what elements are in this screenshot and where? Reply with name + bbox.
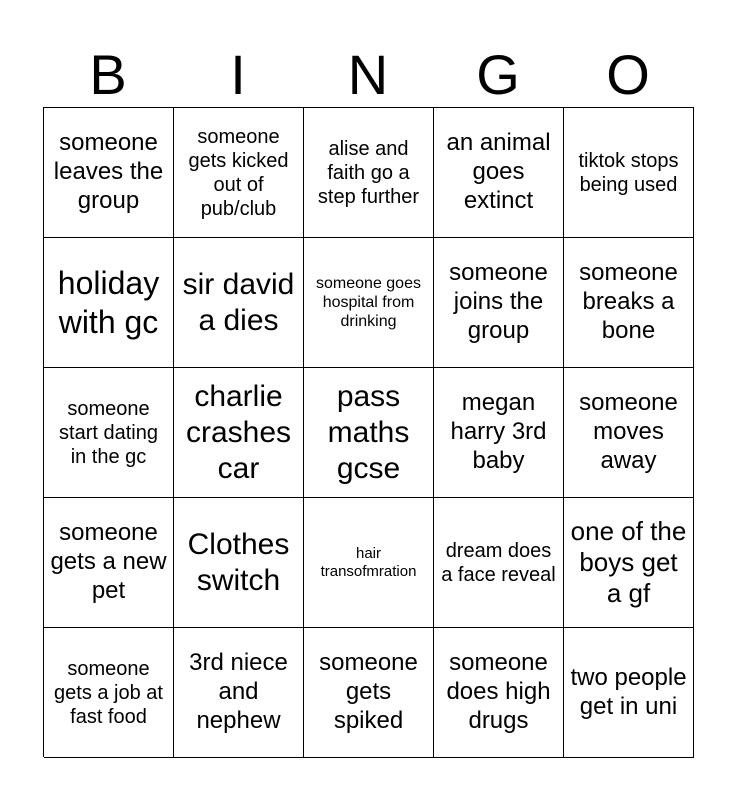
header-letter-g: G bbox=[476, 43, 520, 106]
bingo-cell[interactable] bbox=[44, 498, 174, 628]
cell-text: someone gets kicked out of pub/club bbox=[188, 125, 289, 220]
bingo-cell[interactable] bbox=[304, 628, 434, 758]
bingo-cell[interactable] bbox=[44, 628, 174, 758]
cell-text: tiktok stops being used bbox=[578, 149, 679, 196]
bingo-board bbox=[43, 107, 694, 757]
cell-text: holiday with gc bbox=[57, 265, 160, 340]
bingo-cell[interactable] bbox=[174, 498, 304, 628]
bingo-cell[interactable] bbox=[174, 238, 304, 368]
header-letter-i: I bbox=[230, 43, 246, 106]
cell-text: someone gets spiked bbox=[319, 649, 418, 734]
bingo-cell[interactable] bbox=[44, 108, 174, 238]
bingo-header bbox=[43, 44, 693, 106]
bingo-cell[interactable] bbox=[174, 368, 304, 498]
bingo-cell[interactable] bbox=[174, 108, 304, 238]
cell-text: someone moves away bbox=[579, 389, 678, 474]
bingo-cell[interactable] bbox=[434, 628, 564, 758]
cell-text: someone does high drugs bbox=[446, 649, 551, 734]
cell-text: hair transofmration bbox=[320, 544, 417, 580]
cell-text: 3rd niece and nephew bbox=[189, 649, 288, 734]
bingo-cell[interactable] bbox=[304, 238, 434, 368]
cell-text: megan harry 3rd baby bbox=[450, 389, 547, 474]
cell-text: one of the boys get a gf bbox=[570, 515, 687, 609]
bingo-cell[interactable] bbox=[304, 368, 434, 498]
cell-text: someone goes hospital from drinking bbox=[316, 274, 421, 331]
bingo-cell[interactable] bbox=[434, 238, 564, 368]
bingo-cell[interactable] bbox=[44, 238, 174, 368]
cell-text: someone breaks a bone bbox=[579, 259, 678, 344]
bingo-cell[interactable] bbox=[44, 368, 174, 498]
bingo-cell[interactable] bbox=[564, 238, 694, 368]
bingo-cell[interactable] bbox=[304, 108, 434, 238]
bingo-cell[interactable] bbox=[434, 368, 564, 498]
bingo-cell[interactable] bbox=[564, 108, 694, 238]
header-letter-b: B bbox=[89, 43, 127, 106]
bingo-cell[interactable] bbox=[434, 498, 564, 628]
cell-text: dream does a face reveal bbox=[441, 539, 556, 586]
cell-text: charlie crashes car bbox=[185, 379, 292, 485]
bingo-cell[interactable] bbox=[564, 498, 694, 628]
cell-text: sir david a dies bbox=[182, 267, 295, 337]
cell-text: someone gets a job at fast food bbox=[54, 657, 163, 728]
cell-text: alise and faith go a step further bbox=[317, 137, 420, 208]
bingo-cell[interactable] bbox=[564, 368, 694, 498]
bingo-cell[interactable] bbox=[174, 628, 304, 758]
cell-text: someone joins the group bbox=[449, 259, 548, 344]
cell-text: someone gets a new pet bbox=[50, 519, 167, 604]
header-letter-n: N bbox=[347, 43, 389, 106]
bingo-cell[interactable] bbox=[564, 628, 694, 758]
bingo-cell[interactable] bbox=[304, 498, 434, 628]
cell-text: someone leaves the group bbox=[53, 129, 164, 214]
header-letter-o: O bbox=[606, 43, 650, 106]
cell-text: Clothes switch bbox=[187, 527, 290, 597]
cell-text: pass maths gcse bbox=[327, 379, 410, 485]
cell-text: someone start dating in the gc bbox=[59, 397, 158, 468]
cell-text: two people get in uni bbox=[570, 663, 687, 720]
bingo-cell[interactable] bbox=[434, 108, 564, 238]
cell-text: an animal goes extinct bbox=[446, 129, 551, 214]
